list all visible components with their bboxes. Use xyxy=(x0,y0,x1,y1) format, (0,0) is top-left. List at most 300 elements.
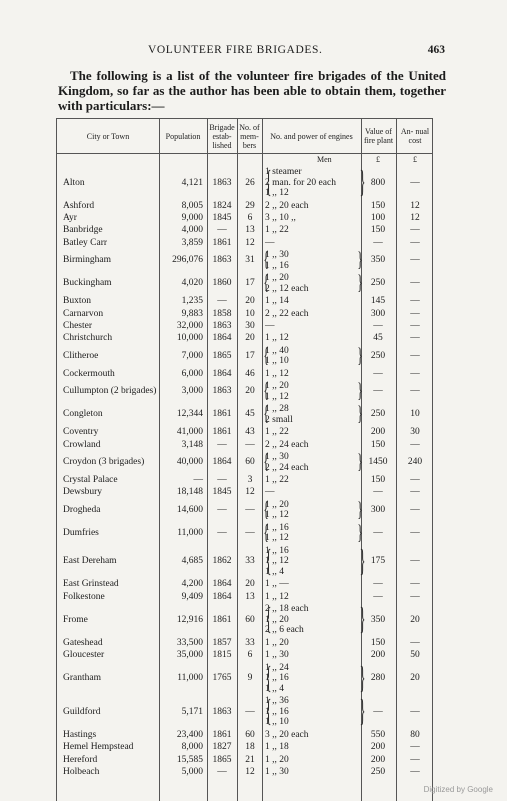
cost-cell: 10 xyxy=(410,409,420,420)
value-cell: 150 xyxy=(370,439,386,450)
table-row xyxy=(57,225,432,237)
left-brace: { xyxy=(263,519,269,544)
established-cell: 1824 xyxy=(212,200,232,211)
population-cell: 8,005 xyxy=(181,200,203,211)
members-cell: 12 xyxy=(245,487,255,498)
table-row xyxy=(57,659,432,696)
running-header xyxy=(60,44,445,58)
table-row xyxy=(57,579,432,591)
cost-cell: — xyxy=(410,637,420,648)
engine-line: 1 ,, 40 xyxy=(265,345,289,356)
population-cell: 11,000 xyxy=(177,673,203,684)
members-cell: 20 xyxy=(245,386,255,397)
right-brace: } xyxy=(359,542,366,578)
table-row xyxy=(57,213,432,225)
value-cell: — xyxy=(373,237,383,248)
cost-cell: — xyxy=(410,278,420,289)
table-row xyxy=(57,592,432,604)
established-cell: 1863 xyxy=(212,386,232,397)
members-cell: 29 xyxy=(245,200,255,211)
members-cell: 12 xyxy=(245,767,255,777)
city-cell: Folkestone xyxy=(63,591,105,602)
header-rule xyxy=(57,153,432,154)
established-cell: 1765 xyxy=(212,673,232,684)
table-row xyxy=(57,487,432,499)
table-row xyxy=(57,730,432,742)
header-engines: No. and power of engines xyxy=(270,131,353,141)
members-cell: 20 xyxy=(245,579,255,590)
cost-cell: 20 xyxy=(410,614,420,625)
table-row xyxy=(57,755,432,767)
value-cell: 100 xyxy=(370,213,386,223)
brigades-table xyxy=(56,118,433,801)
value-cell: — xyxy=(373,528,383,539)
established-cell: 1865 xyxy=(212,351,232,362)
engine-line: 1 ,, 10 xyxy=(265,356,289,367)
cost-cell: — xyxy=(410,579,420,590)
watermark: Digitized by Google xyxy=(423,785,493,794)
members-cell: 60 xyxy=(245,457,255,468)
value-cell: 150 xyxy=(370,637,386,648)
table-row xyxy=(57,238,432,250)
population-cell: 4,020 xyxy=(181,278,203,289)
left-brace: { xyxy=(263,270,269,295)
value-cell: — xyxy=(373,368,383,379)
population-cell: 5,000 xyxy=(181,767,203,777)
table-row xyxy=(57,333,432,345)
cost-cell: 20 xyxy=(410,673,420,684)
value-cell: 250 xyxy=(370,767,386,777)
engine-line: 3 ,, 10 ,, xyxy=(265,213,296,223)
engine-line: 1 ,, 36 xyxy=(265,696,289,707)
engine-line: 2 ,, 6 each xyxy=(265,625,304,636)
city-cell: Crowland xyxy=(63,439,101,450)
engine-line: 1 ,, 22 xyxy=(265,475,289,485)
population-cell: — xyxy=(193,475,203,485)
members-cell: 9 xyxy=(247,673,253,684)
value-cell: 175 xyxy=(370,556,386,567)
right-brace: } xyxy=(357,247,363,272)
engine-line: 2 man. for 20 each xyxy=(265,177,336,188)
engine-line: 1 ,, 30 xyxy=(265,650,289,661)
engine-line: 1 ,, 4 xyxy=(265,683,284,694)
cost-cell: — xyxy=(410,528,420,539)
city-cell: Drogheda xyxy=(63,505,101,516)
engine-line: 1 ,, 14 xyxy=(265,296,289,307)
engine-line: 1 ,, 20 xyxy=(265,381,289,392)
population-cell: 4,685 xyxy=(181,556,203,567)
header-value: Value of fire plant xyxy=(363,127,394,145)
city-cell: Banbridge xyxy=(63,225,103,236)
header-cost: An- nual cost xyxy=(400,127,430,145)
left-brace: { xyxy=(265,693,272,729)
population-cell: 41,000 xyxy=(176,427,203,438)
table-row xyxy=(57,427,432,439)
members-cell: 13 xyxy=(245,591,255,602)
value-cell: — xyxy=(373,706,383,717)
cost-cell: — xyxy=(410,225,420,236)
cost-cell: 80 xyxy=(410,729,420,740)
city-cell: Ayr xyxy=(63,213,77,223)
cost-cell: — xyxy=(410,591,420,602)
established-cell: 1861 xyxy=(212,409,232,420)
engine-line: 1 ,, 20 xyxy=(265,499,289,510)
population-cell: 3,000 xyxy=(181,386,203,397)
engine-line: 3 ,, 20 each xyxy=(265,729,309,740)
cost-cell: — xyxy=(410,475,420,485)
cost-cell: — xyxy=(410,237,420,248)
city-cell: Frome xyxy=(63,614,88,625)
population-cell: 3,148 xyxy=(181,439,203,450)
engine-line: 1 ,, 10 xyxy=(265,717,289,728)
established-cell: 1861 xyxy=(212,237,232,248)
cost-cell: — xyxy=(410,368,420,379)
engine-line: 1 ,, 12 xyxy=(265,188,289,199)
members-cell: 45 xyxy=(245,409,255,420)
city-cell: East Grinstead xyxy=(63,579,119,590)
cost-cell: — xyxy=(410,308,420,319)
city-cell: Dumfries xyxy=(63,528,99,539)
engine-line: 1 ,, 24 xyxy=(265,662,289,673)
established-cell: 1860 xyxy=(212,278,232,289)
engine-line: 2 ,, 12 each xyxy=(265,283,309,294)
value-cell: 350 xyxy=(370,614,386,625)
city-cell: Chester xyxy=(63,321,93,331)
engine-line: 2 ,, 20 each xyxy=(265,200,309,211)
table-row xyxy=(57,440,432,452)
population-cell: 3,859 xyxy=(181,237,203,248)
population-cell: 12,344 xyxy=(176,409,203,420)
population-cell: 296,076 xyxy=(172,255,203,266)
cost-cell: — xyxy=(410,706,420,717)
left-brace: { xyxy=(265,164,272,199)
engine-line: — xyxy=(265,321,275,331)
cost-cell: 12 xyxy=(410,200,420,211)
cost-cell: 30 xyxy=(410,427,420,438)
engine-line: 1 ,, 20 xyxy=(265,273,289,284)
left-brace: { xyxy=(263,378,269,403)
table-row xyxy=(57,342,432,368)
value-cell: — xyxy=(373,386,383,397)
table-row xyxy=(57,201,432,213)
city-cell: East Dereham xyxy=(63,556,117,567)
city-cell: Coventry xyxy=(63,427,99,438)
table-row xyxy=(57,496,432,522)
population-cell: 18,148 xyxy=(176,487,203,498)
established-cell: 1861 xyxy=(212,614,232,625)
engine-line: 1 ,, 4 xyxy=(265,566,284,577)
members-cell: 60 xyxy=(245,614,255,625)
population-cell: 14,600 xyxy=(176,505,203,516)
engine-line: 2 ,, 24 each xyxy=(265,439,309,450)
population-cell: 9,409 xyxy=(181,591,203,602)
population-cell: 8,000 xyxy=(181,742,203,753)
intro-text: The following is a list of the volunteer fire brigades of the United Kingdom, so far as the author has been able to obtain them, together with particulars:— xyxy=(58,68,446,113)
established-cell: 1865 xyxy=(212,754,232,765)
table-row xyxy=(57,164,432,200)
right-brace: } xyxy=(357,401,363,426)
population-cell: 4,200 xyxy=(181,579,203,590)
table-row xyxy=(57,321,432,333)
table-row xyxy=(57,519,432,545)
city-cell: Carnarvon xyxy=(63,308,104,319)
established-cell: — xyxy=(217,225,227,236)
established-cell: 1862 xyxy=(212,556,232,567)
engine-line: 1 ,, 12 xyxy=(265,533,289,544)
established-cell: 1864 xyxy=(212,333,232,344)
members-cell: — xyxy=(245,505,255,516)
established-cell: 1863 xyxy=(212,706,232,717)
city-cell: Ashford xyxy=(63,200,95,211)
members-cell: — xyxy=(245,706,255,717)
value-cell: 150 xyxy=(370,475,386,485)
value-cell: 1450 xyxy=(368,457,388,468)
unit-value: £ xyxy=(376,155,380,164)
population-cell: 4,000 xyxy=(181,225,203,236)
city-cell: Grantham xyxy=(63,673,101,684)
cost-cell: 50 xyxy=(410,650,420,661)
members-cell: 12 xyxy=(245,237,255,248)
population-cell: 4,121 xyxy=(181,177,203,188)
established-cell: 1827 xyxy=(212,742,232,753)
cost-cell: — xyxy=(410,177,420,188)
established-cell: — xyxy=(217,528,227,539)
members-cell: 60 xyxy=(245,729,255,740)
established-cell: 1863 xyxy=(212,255,232,266)
right-brace: } xyxy=(357,342,363,367)
engine-line: 1 ,, 12 xyxy=(265,391,289,402)
members-cell: 10 xyxy=(245,308,255,319)
members-cell: 46 xyxy=(245,368,255,379)
engine-line: 2 ,, 18 each xyxy=(265,604,309,615)
value-cell: 250 xyxy=(370,409,386,420)
engine-line: — xyxy=(265,237,275,248)
engine-line: 1 steamer xyxy=(265,167,302,177)
table-row xyxy=(57,693,432,729)
engine-line: 1 ,, 12 xyxy=(265,333,289,344)
established-cell: — xyxy=(217,505,227,516)
engine-line: 1 ,, 30 xyxy=(265,250,289,261)
city-cell: Guildford xyxy=(63,706,101,717)
left-brace: { xyxy=(263,496,269,521)
left-brace: { xyxy=(263,401,269,426)
members-cell: 20 xyxy=(245,296,255,307)
city-cell: Crystal Palace xyxy=(63,475,118,485)
value-cell: — xyxy=(373,487,383,498)
city-cell: Cockermouth xyxy=(63,368,115,379)
value-cell: — xyxy=(373,591,383,602)
engine-line: 1 ,, 30 xyxy=(265,767,289,777)
population-cell: 15,585 xyxy=(176,754,203,765)
established-cell: 1845 xyxy=(212,487,232,498)
cost-cell: — xyxy=(410,351,420,362)
running-head-title: VOLUNTEER FIRE BRIGADES. xyxy=(148,44,323,56)
right-brace: } xyxy=(357,496,363,521)
population-cell: 6,000 xyxy=(181,368,203,379)
engine-line: 1 ,, — xyxy=(265,579,289,590)
cost-cell: — xyxy=(410,386,420,397)
cost-cell: — xyxy=(410,333,420,344)
table-row xyxy=(57,247,432,272)
members-cell: 3 xyxy=(247,475,253,485)
city-cell: Gateshead xyxy=(63,637,103,648)
value-cell: 200 xyxy=(370,427,386,438)
city-cell: Holbeach xyxy=(63,767,100,777)
city-cell: Croydon (3 brigades) xyxy=(63,457,145,468)
table-row xyxy=(57,475,432,487)
header-established: Brigade estab- lished xyxy=(209,122,235,150)
page-number: 463 xyxy=(427,44,445,56)
engine-line: 1 ,, 12 xyxy=(265,556,289,567)
engine-line: 1 ,, 16 xyxy=(265,545,289,556)
established-cell: 1861 xyxy=(212,427,232,438)
value-cell: 200 xyxy=(370,650,386,661)
members-cell: 18 xyxy=(245,742,255,753)
value-cell: 350 xyxy=(370,255,386,266)
population-cell: 9,883 xyxy=(181,308,203,319)
established-cell: 1845 xyxy=(212,213,232,223)
table-row xyxy=(57,449,432,474)
left-brace: { xyxy=(265,659,272,695)
established-cell: 1857 xyxy=(212,637,232,648)
established-cell: 1863 xyxy=(212,321,232,331)
table-row xyxy=(57,742,432,754)
engine-line: 2 ,, 24 each xyxy=(265,462,309,473)
value-cell: 550 xyxy=(370,729,386,740)
right-brace: } xyxy=(359,164,366,199)
members-cell: 6 xyxy=(247,213,253,223)
table-row xyxy=(57,542,432,579)
city-cell: Hemel Hempstead xyxy=(63,742,134,753)
city-cell: Gloucester xyxy=(63,650,105,661)
city-cell: Hereford xyxy=(63,754,98,765)
table-row xyxy=(57,601,432,637)
engine-line: 1 ,, 20 xyxy=(265,637,289,648)
members-cell: 43 xyxy=(245,427,255,438)
value-cell: 800 xyxy=(370,177,386,188)
engine-line: — xyxy=(265,487,275,498)
engine-line: 1 ,, 16 xyxy=(265,673,289,684)
left-brace: { xyxy=(263,247,269,272)
cost-cell: — xyxy=(410,505,420,516)
engine-line: 1 ,, 22 xyxy=(265,225,289,236)
engine-line: 1 ,, 16 xyxy=(265,522,289,533)
right-brace: } xyxy=(357,270,363,295)
population-cell: 10,000 xyxy=(176,333,203,344)
members-cell: 33 xyxy=(245,556,255,567)
header-city: City or Town xyxy=(86,131,130,141)
right-brace: } xyxy=(359,601,366,637)
members-cell: 26 xyxy=(245,177,255,188)
engine-line: 1 ,, 12 xyxy=(265,591,289,602)
population-cell: 11,000 xyxy=(177,528,203,539)
established-cell: — xyxy=(217,475,227,485)
right-brace: } xyxy=(357,449,363,473)
engine-line: 1 ,, 30 xyxy=(265,452,289,462)
population-cell: 1,235 xyxy=(181,296,203,307)
engine-line: 1 ,, 28 xyxy=(265,404,289,415)
engine-line: 1 ,, 20 xyxy=(265,614,289,625)
value-cell: 150 xyxy=(370,200,386,211)
value-cell: 200 xyxy=(370,742,386,753)
right-brace: } xyxy=(357,519,363,544)
members-cell: 30 xyxy=(245,321,255,331)
established-cell: — xyxy=(217,767,227,777)
value-cell: 280 xyxy=(370,673,386,684)
table-row xyxy=(57,650,432,662)
city-cell: Alton xyxy=(63,177,85,188)
members-cell: 21 xyxy=(245,754,255,765)
header-population: Population xyxy=(165,131,201,141)
table-row xyxy=(57,767,432,779)
established-cell: 1858 xyxy=(212,308,232,319)
cost-cell: 240 xyxy=(407,457,423,468)
members-cell: — xyxy=(245,439,255,450)
table-row xyxy=(57,296,432,308)
established-cell: 1815 xyxy=(212,650,232,661)
established-cell: 1864 xyxy=(212,579,232,590)
table-row xyxy=(57,378,432,403)
members-cell: 17 xyxy=(245,351,255,362)
population-cell: 40,000 xyxy=(176,457,203,468)
members-cell: 20 xyxy=(245,333,255,344)
members-cell: 33 xyxy=(245,637,255,648)
value-cell: 250 xyxy=(370,351,386,362)
left-brace: { xyxy=(265,601,272,637)
intro-paragraph xyxy=(58,68,446,113)
value-cell: 300 xyxy=(370,505,386,516)
established-cell: — xyxy=(217,439,227,450)
engine-line: 1 ,, 18 xyxy=(265,742,289,753)
table-row xyxy=(57,270,432,295)
city-cell: Christchurch xyxy=(63,333,113,344)
population-cell: 35,000 xyxy=(176,650,203,661)
population-cell: 7,000 xyxy=(181,351,203,362)
cost-cell: — xyxy=(410,487,420,498)
members-cell: 17 xyxy=(245,278,255,289)
city-cell: Buckingham xyxy=(63,278,112,289)
right-brace: } xyxy=(357,378,363,403)
established-cell: 1864 xyxy=(212,457,232,468)
value-cell: 150 xyxy=(370,225,386,236)
city-cell: Cullumpton (2 brigades) xyxy=(63,386,157,397)
unit-cost: £ xyxy=(413,155,417,164)
established-cell: 1864 xyxy=(212,368,232,379)
cost-cell: — xyxy=(410,742,420,753)
members-cell: 6 xyxy=(247,650,253,661)
engine-line: 1 ,, 20 xyxy=(265,754,289,765)
value-cell: 250 xyxy=(370,278,386,289)
members-cell: 13 xyxy=(245,225,255,236)
value-cell: 200 xyxy=(370,754,386,765)
table-row xyxy=(57,369,432,381)
engine-line: 1 ,, 12 xyxy=(265,510,289,521)
city-cell: Hastings xyxy=(63,729,97,740)
population-cell: 33,500 xyxy=(176,637,203,648)
members-cell: 31 xyxy=(245,255,255,266)
right-brace: } xyxy=(359,693,366,729)
value-cell: — xyxy=(373,579,383,590)
left-brace: { xyxy=(263,342,269,367)
engine-line: 1 ,, 16 xyxy=(265,260,289,271)
table-row xyxy=(57,309,432,321)
engine-line: 1 ,, 16 xyxy=(265,706,289,717)
established-cell: 1863 xyxy=(212,177,232,188)
value-cell: — xyxy=(373,321,383,331)
established-cell: — xyxy=(217,296,227,307)
engine-line: 1 ,, 12 xyxy=(265,368,289,379)
city-cell: Batley Carr xyxy=(63,237,108,248)
